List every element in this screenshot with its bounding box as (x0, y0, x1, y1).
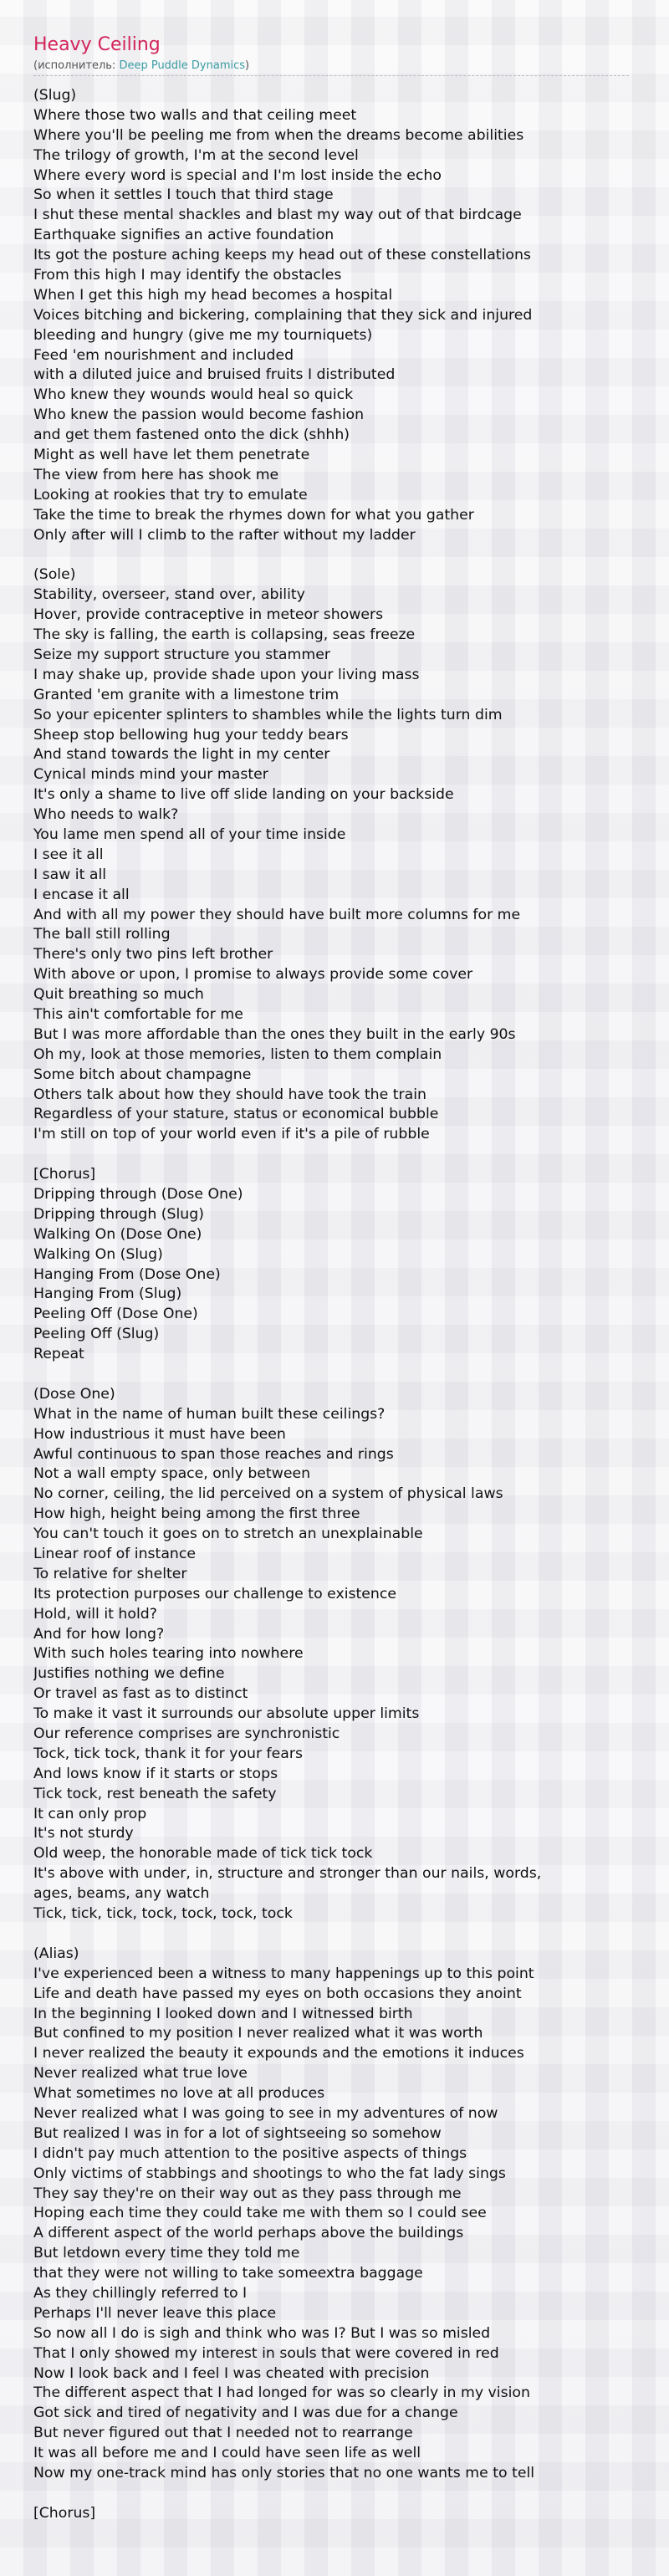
lyric-line: What sometimes no love at all produces (33, 2085, 325, 2103)
lyric-line: (Alias) (33, 1945, 79, 1962)
lyric-line: It's only a shame to live off slide landing on your backside (33, 786, 454, 804)
lyric-line: Earthquake signifies an active foundation (33, 227, 334, 244)
lyric-line: But I was more affordable than the ones they built in the early 90s (33, 1025, 516, 1043)
lyric-line: Peeling Off (Dose One) (33, 1306, 198, 1323)
lyric-line: It's above with under, in, structure and stronger than our nails, words, (33, 1865, 542, 1883)
lyric-line: And for how long? (33, 1625, 165, 1643)
performer-suffix: ) (245, 59, 250, 72)
performer-prefix: (исполнитель: (33, 59, 120, 72)
lyric-line: Peeling Off (Slug) (33, 1326, 160, 1343)
lyric-line: [Chorus] (33, 1166, 96, 1183)
lyric-line: The trilogy of growth, I'm at the second level (33, 146, 359, 164)
lyric-line: Granted 'em granite with a limestone trim (33, 686, 340, 703)
lyric-line: I'm still on top of your world even if it's a pile of rubble (33, 1126, 430, 1143)
lyric-line: Tock, tick tock, thank it for your fears (33, 1745, 303, 1762)
lyric-line: Quit breathing so much (33, 986, 204, 1004)
lyric-line: They say they're on their way out as they pass through me (33, 2185, 462, 2202)
lyric-line: Repeat (33, 1346, 84, 1363)
lyric-line: And lows know if it starts or stops (33, 1765, 278, 1782)
lyric-line: What in the name of human built these ceilings? (33, 1405, 386, 1423)
lyric-line: (Dose One) (33, 1385, 115, 1403)
lyric-line: Where every word is special and I'm lost inside the echo (33, 166, 442, 184)
lyric-line: Now my one-track mind has only stories that no one wants me to tell (33, 2464, 535, 2481)
lyric-line: Cynical minds mind your master (33, 766, 268, 784)
lyric-line: (Slug) (33, 87, 77, 104)
lyric-line: The ball still rolling (33, 926, 171, 943)
lyric-line: Awful continuous to span those reaches and rings (33, 1445, 394, 1463)
lyric-line: Dripping through (Slug) (33, 1205, 204, 1223)
lyric-line: No corner, ceiling, the lid perceived on a system of physical laws (33, 1485, 503, 1503)
lyric-line: Never realized what I was going to see in my adventures of now (33, 2104, 498, 2122)
lyric-line: Who needs to walk? (33, 806, 179, 824)
lyric-line: Life and death have passed my eyes on both occasions they anoint (33, 1985, 522, 2002)
lyric-line: Who knew the passion would become fashion (33, 406, 365, 424)
lyric-line: that they were not willing to take someextra baggage (33, 2265, 423, 2282)
lyric-line: Hanging From (Dose One) (33, 1265, 221, 1283)
lyric-line: So now all I do is sigh and think who was I? But I was so misled (33, 2324, 491, 2342)
lyric-line: There's only two pins left brother (33, 946, 273, 963)
lyric-line: Linear roof of instance (33, 1546, 197, 1563)
lyric-line: Stability, overseer, stand over, ability (33, 586, 305, 604)
lyric-line: And with all my power they should have built more columns for me (33, 906, 521, 923)
lyric-line: Hover, provide contraceptive in meteor showers (33, 606, 384, 624)
lyric-line: and get them fastened onto the dick (shhh) (33, 427, 350, 444)
lyric-line: As they chillingly referred to I (33, 2284, 248, 2302)
lyric-line: Never realized what true love (33, 2065, 248, 2083)
lyric-line: The sky is falling, the earth is collapsing, seas freeze (33, 626, 416, 644)
lyrics-body (33, 86, 639, 2524)
lyric-line: Voices bitching and bickering, complaining that they sick and injured (33, 306, 533, 324)
lyric-line: Where you'll be peeling me from when the dreams become abilities (33, 126, 524, 144)
lyric-line: Justifies nothing we define (33, 1665, 225, 1683)
lyric-line: But never figured out that I needed not to rearrange (33, 2425, 413, 2442)
stanza-break (33, 545, 639, 565)
lyric-line: With such holes tearing into nowhere (33, 1645, 304, 1663)
lyric-line: The view from here has shook me (33, 466, 279, 483)
lyric-line: Hold, will it hold? (33, 1605, 157, 1623)
lyric-line: Dripping through (Dose One) (33, 1185, 243, 1203)
lyric-line: So your epicenter splinters to shambles while the lights turn dim (33, 706, 503, 723)
lyric-line: Might as well have let them penetrate (33, 447, 310, 464)
lyric-line: I may shake up, provide shade upon your living mass (33, 666, 420, 683)
lyric-line: In the beginning I looked down and I witnessed birth (33, 2005, 413, 2022)
lyric-line: Walking On (Dose One) (33, 1225, 202, 1243)
lyric-line: Regardless of your stature, status or economical bubble (33, 1106, 439, 1123)
lyric-line: Walking On (Slug) (33, 1245, 163, 1263)
lyric-line: I never realized the beauty it expounds and the emotions it induces (33, 2045, 524, 2062)
lyric-line: Where those two walls and that ceiling meet (33, 106, 357, 124)
lyric-line: ages, beams, any watch (33, 1885, 210, 1903)
stanza-break (33, 1924, 639, 1945)
lyric-line: Seize my support structure you stammer (33, 646, 330, 663)
performer-line (33, 59, 629, 76)
performer-link[interactable]: Deep Puddle Dynamics (119, 59, 246, 72)
stanza-break (33, 1365, 639, 1385)
lyric-line: Its protection purposes our challenge to existence (33, 1585, 396, 1602)
lyric-line: This ain't comfortable for me (33, 1005, 243, 1023)
lyric-line: Looking at rookies that try to emulate (33, 486, 308, 503)
lyric-line: Our reference comprises are synchronistic (33, 1725, 340, 1743)
song-title: Heavy Ceiling (33, 34, 161, 55)
lyric-line: Tick tock, rest beneath the safety (33, 1785, 277, 1802)
stanza-break (33, 2484, 639, 2504)
lyric-line: To make it vast it surrounds our absolute upper limits (33, 1705, 420, 1723)
lyric-line: I shut these mental shackles and blast my way out of that birdcage (33, 207, 522, 224)
lyric-line: with a diluted juice and bruised fruits I distributed (33, 366, 396, 384)
lyric-line: But realized I was in for a lot of sightseeing so somehow (33, 2124, 442, 2142)
lyric-line: And stand towards the light in my center (33, 746, 330, 764)
lyric-line: Some bitch about champagne (33, 1066, 252, 1083)
lyric-line: Who knew they wounds would heal so quick (33, 386, 354, 404)
lyric-line: A different aspect of the world perhaps above the buildings (33, 2225, 464, 2242)
lyric-line: [Chorus] (33, 2504, 96, 2522)
lyric-line: But confined to my position I never realized what it was worth (33, 2025, 483, 2042)
lyric-line: How high, height being among the first three (33, 1505, 360, 1523)
lyric-line: I didn't pay much attention to the positive aspects of things (33, 2144, 467, 2162)
lyric-line: From this high I may identify the obstacles (33, 267, 342, 284)
lyric-line: Hoping each time they could take me with them so I could see (33, 2205, 487, 2222)
lyric-line: I encase it all (33, 886, 130, 903)
lyric-line: Only victims of stabbings and shootings to who the fat lady sings (33, 2165, 506, 2182)
lyric-line: Tick, tick, tick, tock, tock, tock, tock (33, 1905, 293, 1923)
stanza-break (33, 1145, 639, 1165)
lyric-line: Feed 'em nourishment and included (33, 346, 294, 364)
lyric-line: It was all before me and I could have seen life as well (33, 2445, 421, 2462)
lyric-line: (Sole) (33, 566, 76, 584)
lyric-line: To relative for shelter (33, 1565, 187, 1582)
lyric-line: When I get this high my head becomes a hospital (33, 286, 393, 304)
lyric-line: The different aspect that I had longed for was so clearly in my vision (33, 2384, 530, 2402)
lyric-line: Sheep stop bellowing hug your teddy bears (33, 726, 349, 744)
lyric-line: Its got the posture aching keeps my head out of these constellations (33, 247, 531, 264)
lyric-line: I saw it all (33, 866, 107, 883)
lyric-line: Old weep, the honorable made of tick tick tock (33, 1845, 373, 1863)
lyric-line: How industrious it must have been (33, 1425, 286, 1443)
lyric-line: Others talk about how they should have took the train (33, 1086, 426, 1103)
lyric-line: It's not sturdy (33, 1825, 134, 1843)
lyric-line: You can't touch it goes on to stretch an unexplainable (33, 1526, 423, 1543)
lyric-line: Only after will I climb to the rafter without my ladder (33, 526, 416, 544)
lyric-line: Hanging From (Slug) (33, 1285, 182, 1303)
lyric-line: Not a wall empty space, only between (33, 1465, 311, 1483)
lyric-line: Take the time to break the rhymes down for what you gather (33, 506, 474, 524)
lyric-line: With above or upon, I promise to always provide some cover (33, 966, 473, 984)
lyric-line: It can only prop (33, 1805, 147, 1822)
lyric-line: Or travel as fast as to distinct (33, 1685, 248, 1703)
lyric-line: Now I look back and I feel I was cheated with precision (33, 2364, 430, 2382)
lyric-line: I see it all (33, 846, 104, 863)
lyric-line: Oh my, look at those memories, listen to them complain (33, 1045, 442, 1063)
lyric-line: So when it settles I touch that third stage (33, 187, 334, 204)
lyric-line: Got sick and tired of negativity and I was due for a change (33, 2405, 458, 2422)
lyric-line: Perhaps I'll never leave this place (33, 2304, 277, 2322)
lyric-line: That I only showed my interest in souls that were covered in red (33, 2344, 499, 2362)
lyric-line: I've experienced been a witness to many happenings up to this point (33, 1965, 534, 1982)
lyric-line: You lame men spend all of your time inside (33, 825, 346, 843)
lyric-line: bleeding and hungry (give me my tourniquets) (33, 326, 373, 344)
lyric-line: But letdown every time they told me (33, 2245, 300, 2262)
